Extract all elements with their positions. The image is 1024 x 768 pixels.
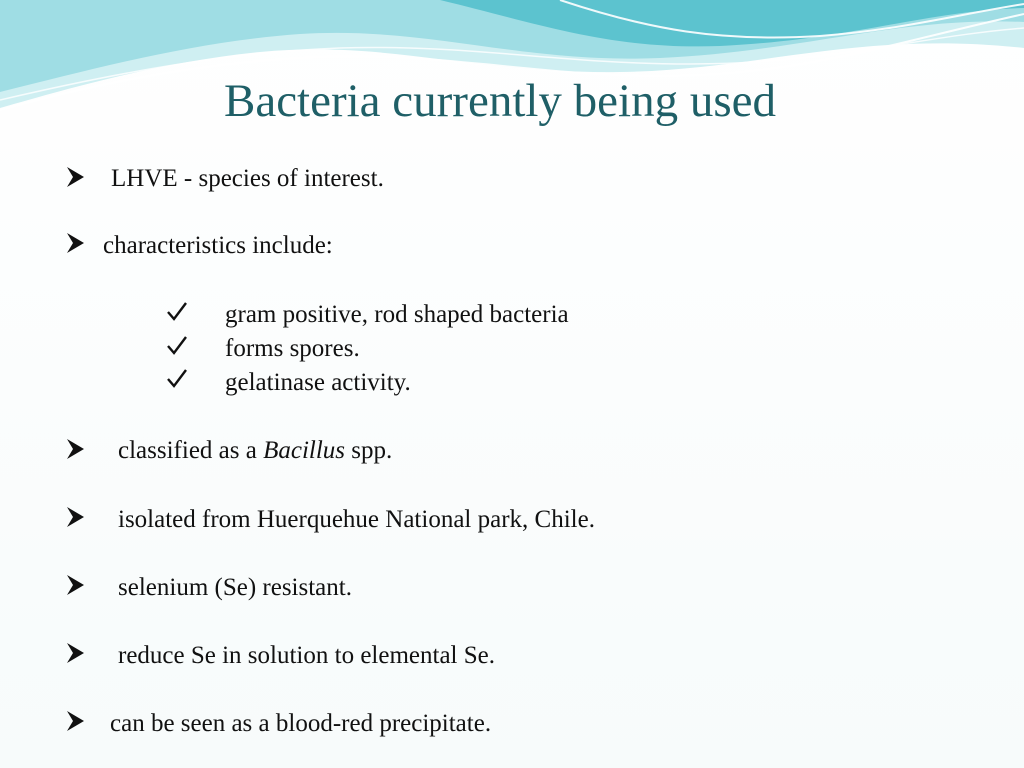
check-mark-icon (166, 334, 188, 356)
bullet-text: characteristics include: (103, 232, 333, 259)
bullet-text: selenium (Se) resistant. (118, 574, 352, 601)
bullet-text-part: spp. (345, 437, 393, 464)
arrow-bullet-icon (64, 641, 88, 665)
genus-name: Bacillus (263, 437, 346, 464)
bullet-text: reduce Se in solution to elemental Se. (118, 642, 495, 669)
bullet-text-part: classified as a (118, 437, 264, 464)
bullet-text: can be seen as a blood-red precipitate. (110, 710, 492, 737)
sub-bullet-text: forms spores. (225, 335, 360, 362)
arrow-bullet-icon (64, 165, 88, 189)
bullet-text (118, 438, 392, 463)
sub-bullet-text: gelatinase activity. (225, 369, 411, 396)
bullet-text: isolated from Huerquehue National park, Chile. (118, 506, 595, 533)
arrow-bullet-icon (64, 437, 88, 461)
bullet-text: LHVE - species of interest. (111, 165, 384, 192)
check-mark-icon (166, 367, 188, 389)
sub-bullet-text: gram positive, rod shaped bacteria (225, 301, 569, 328)
arrow-bullet-icon (64, 505, 88, 529)
arrow-bullet-icon (64, 709, 88, 733)
arrow-bullet-icon (64, 231, 88, 255)
slide-title: Bacteria currently being used (223, 75, 777, 127)
check-mark-icon (166, 300, 188, 322)
arrow-bullet-icon (64, 573, 88, 597)
